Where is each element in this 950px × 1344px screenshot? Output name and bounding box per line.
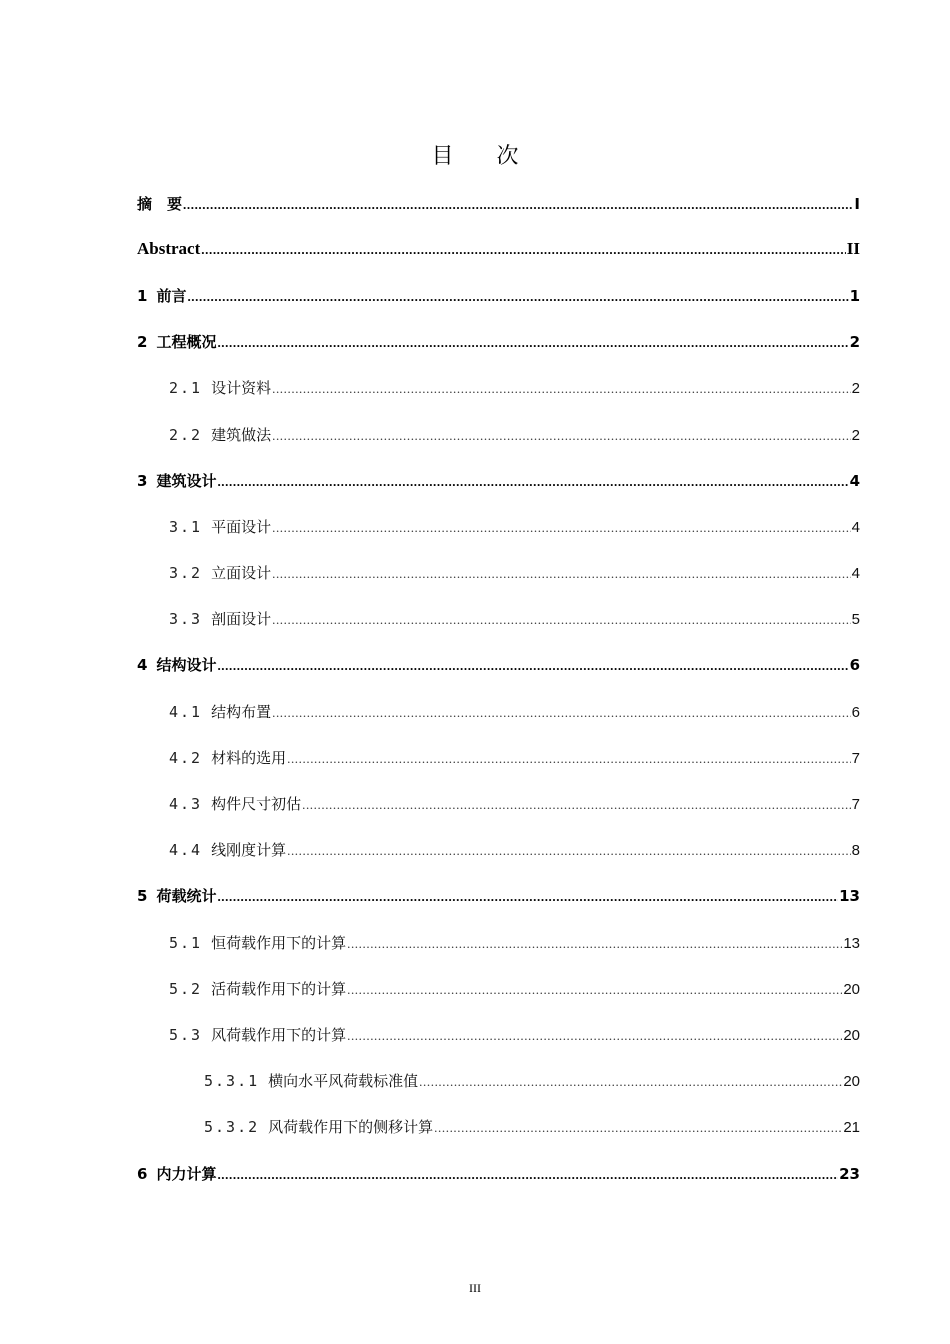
toc-entry-line [137, 608, 860, 629]
toc-entry-number: 3.2 [169, 564, 203, 583]
toc-entry-number: 5.2 [169, 979, 203, 998]
dot-leader [183, 197, 853, 213]
toc-entry-title: 横向水平风荷载标准值 [268, 1072, 419, 1091]
toc-entry-title: 立面设计 [211, 564, 272, 583]
toc-entry-page: II [846, 239, 860, 259]
toc-entry-line [137, 1024, 860, 1045]
dot-leader [217, 1167, 838, 1183]
toc-entry-page: 8 [851, 842, 860, 860]
toc-entry-line [137, 1116, 860, 1137]
toc-entry-page: 4 [851, 565, 860, 583]
dot-leader [217, 889, 838, 905]
toc-entry-title: 结构布置 [211, 702, 272, 721]
toc-entry[interactable] [137, 411, 860, 457]
toc-entry[interactable] [137, 1011, 860, 1057]
table-of-contents [137, 180, 860, 1196]
toc-entry-page: 13 [839, 887, 860, 906]
toc-entry[interactable] [137, 319, 860, 365]
toc-entry-number: 4.1 [169, 702, 203, 721]
toc-entry-number: 4.3 [169, 795, 203, 814]
toc-entry-line [137, 1163, 860, 1184]
toc-entry-title: 荷载统计 [156, 887, 217, 906]
toc-entry-page: 5 [851, 611, 860, 629]
toc-entry-number: 5.3.1 [204, 1072, 260, 1091]
toc-entry[interactable] [137, 688, 860, 734]
dot-leader [347, 936, 842, 952]
toc-entry[interactable] [137, 272, 860, 318]
dot-leader [272, 381, 851, 397]
toc-entry-page: 20 [843, 1026, 860, 1044]
toc-entry-page: 20 [843, 980, 860, 998]
toc-entry[interactable] [137, 919, 860, 965]
toc-entry-page: 2 [849, 333, 860, 352]
toc-entry-page: 1 [849, 286, 860, 305]
toc-entry-line [137, 516, 860, 537]
toc-entry-page: 6 [849, 656, 860, 675]
toc-entry-title: 建筑设计 [156, 471, 217, 490]
toc-entry-page: 23 [839, 1164, 860, 1183]
toc-entry[interactable] [137, 734, 860, 780]
toc-entry-title: 构件尺寸初估 [211, 795, 302, 814]
toc-entry-line [137, 793, 860, 814]
toc-entry-number: 4.4 [169, 841, 203, 860]
toc-entry-line [137, 839, 860, 860]
toc-entry-line [137, 377, 860, 398]
dot-leader [347, 1028, 842, 1044]
toc-entry-number: 5.3 [169, 1025, 203, 1044]
dot-leader [272, 428, 851, 444]
toc-entry-line [137, 331, 860, 352]
toc-entry-title: 设计资料 [211, 379, 272, 398]
toc-entry-number: 5.1 [169, 933, 203, 952]
toc-entry-title: 平面设计 [211, 517, 272, 536]
toc-entry-line [137, 193, 860, 214]
toc-entry-number: 4.2 [169, 748, 203, 767]
toc-entry[interactable] [137, 1150, 860, 1196]
toc-entry-page: 7 [851, 796, 860, 814]
toc-entry-line [137, 747, 860, 768]
toc-entry-number: 5.3.2 [204, 1118, 260, 1137]
toc-entry-page: I [854, 194, 860, 213]
toc-entry-line [137, 424, 860, 445]
dot-leader [272, 705, 851, 721]
toc-entry-title: 前言 [156, 286, 187, 305]
toc-entry-title: 活荷载作用下的计算 [211, 979, 347, 998]
page-number: III [469, 1281, 481, 1295]
toc-entry[interactable] [137, 550, 860, 596]
toc-entry[interactable] [137, 226, 860, 272]
toc-entry-title: 风荷载作用下的侧移计算 [268, 1118, 434, 1137]
toc-entry[interactable] [137, 965, 860, 1011]
toc-entry[interactable] [137, 780, 860, 826]
toc-entry-line [137, 239, 860, 259]
dot-leader [272, 566, 851, 582]
dot-leader [287, 751, 851, 767]
toc-entry-title: 线刚度计算 [211, 841, 287, 860]
dot-leader [287, 843, 851, 859]
toc-entry[interactable] [137, 365, 860, 411]
toc-entry-line [137, 932, 860, 953]
dot-leader [419, 1074, 842, 1090]
page-title: 目 次 [431, 144, 537, 169]
toc-entry-page: 4 [851, 518, 860, 536]
toc-entry-number: 5 [137, 887, 148, 906]
toc-entry-title: 摘 要 [137, 194, 183, 213]
toc-entry-number: 3.3 [169, 610, 203, 629]
toc-entry-page: 4 [849, 471, 860, 490]
toc-entry-number: 2.2 [169, 425, 203, 444]
toc-entry-number: 2.1 [169, 379, 203, 398]
toc-entry-title: 材料的选用 [211, 748, 287, 767]
toc-entry-title: 风荷载作用下的计算 [211, 1025, 347, 1044]
dot-leader [217, 335, 848, 351]
toc-entry-page: 7 [851, 749, 860, 767]
toc-entry-number: 6 [137, 1164, 148, 1183]
toc-entry-line [137, 701, 860, 722]
toc-entry-page: 2 [851, 426, 860, 444]
dot-leader [302, 797, 851, 813]
toc-entry-page: 20 [843, 1073, 860, 1091]
toc-entry-number: 3 [137, 471, 148, 490]
toc-entry-page: 2 [851, 380, 860, 398]
toc-entry-title: 恒荷载作用下的计算 [211, 933, 347, 952]
toc-entry-number: 2 [137, 333, 148, 352]
toc-entry[interactable] [137, 180, 860, 226]
toc-entry-page: 6 [851, 703, 860, 721]
toc-entry[interactable] [137, 1058, 860, 1104]
toc-entry-line [137, 470, 860, 491]
toc-entry-page: 13 [843, 934, 860, 952]
toc-entry[interactable] [137, 596, 860, 642]
dot-leader [187, 289, 848, 305]
toc-entry[interactable] [137, 1104, 860, 1150]
toc-entry-number: 3.1 [169, 517, 203, 536]
toc-entry-title: 内力计算 [156, 1164, 217, 1183]
toc-entry[interactable] [137, 457, 860, 503]
toc-entry[interactable] [137, 827, 860, 873]
dot-leader [434, 1120, 842, 1136]
toc-entry-title: 剖面设计 [211, 610, 272, 629]
dot-leader [272, 612, 851, 628]
toc-entry-line [137, 885, 860, 906]
toc-entry-line [137, 285, 860, 306]
toc-entry-line [137, 1070, 860, 1091]
toc-entry-line [137, 562, 860, 583]
dot-leader [347, 982, 842, 998]
toc-entry-title: 结构设计 [156, 656, 217, 675]
toc-entry-line [137, 654, 860, 675]
dot-leader [201, 242, 846, 258]
toc-entry-page: 21 [843, 1119, 860, 1137]
toc-entry[interactable] [137, 642, 860, 688]
dot-leader [217, 474, 848, 490]
dot-leader [272, 520, 851, 536]
toc-entry-title: 建筑做法 [211, 425, 272, 444]
toc-entry-title: 工程概况 [156, 333, 217, 352]
toc-entry-line [137, 978, 860, 999]
toc-entry-number: 1 [137, 286, 148, 305]
toc-entry-title: Abstract [137, 239, 201, 259]
toc-entry[interactable] [137, 873, 860, 919]
dot-leader [217, 658, 848, 674]
toc-entry-number: 4 [137, 656, 148, 675]
toc-entry[interactable] [137, 503, 860, 549]
